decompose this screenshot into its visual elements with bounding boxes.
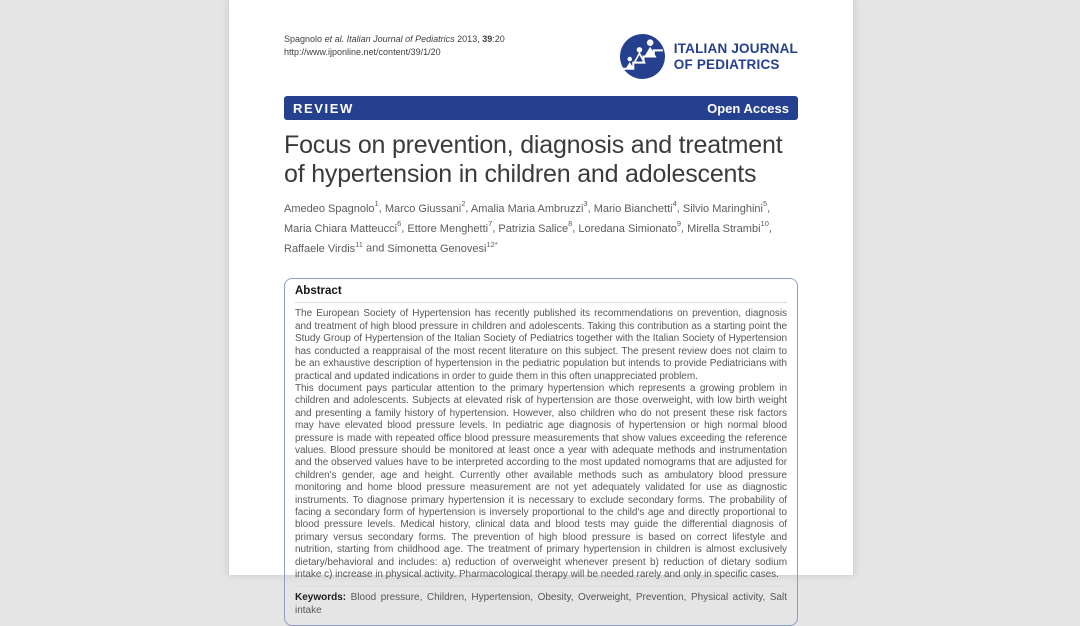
author-list: Amedeo Spagnolo$^1$, Marco Giussani$^2$, Amalia Maria Ambruzzi$^3$, Mario Bianchetti$^4$, Silvio Maringhini$^5$, Maria Chiara Matteucci$^6$, Ettore Menghetti$^7$, Patrizia Salice$^8$, Loredana Simionato$^9$, Mirella Strambi$^{10}$, Raffaele Virdis$^{11}$ and Simonetta Genovesi$^{12*}$ <box>284 199 772 255</box>
keywords-label: Keywords: <box>295 592 347 604</box>
author: Mario Bianchetti$^4$ <box>593 199 677 215</box>
author: Patrizia Salice$^8$ <box>498 219 573 235</box>
abstract-heading: Abstract <box>295 285 787 303</box>
journal-name <box>674 41 798 72</box>
journal-name-line2: OF PEDIATRICS <box>673 56 780 72</box>
citation-line <box>284 33 505 46</box>
author: Raffaele Virdis$^{11}$ <box>284 239 363 255</box>
keywords-text: Blood pressure, Children, Hypertension, Obesity, Overweight, Prevention, Physical activity, Salt intake <box>295 592 787 616</box>
article-page <box>228 0 854 616</box>
citation-etal: et al. <box>324 34 345 44</box>
author: Mirella Strambi$^{10}$ <box>687 219 769 235</box>
author: Amedeo Spagnolo$^1$ <box>284 199 379 215</box>
open-access-label: Open Access <box>707 100 789 116</box>
citation-url: http://www.ijponline.net/content/39/1/20 <box>284 47 441 57</box>
author: Maria Chiara Matteucci$^6$ <box>284 219 402 235</box>
keywords-line <box>295 586 787 617</box>
author: Ettore Menghetti$^7$ <box>407 219 493 235</box>
author: Simonetta Genovesi$^{12*}$ <box>387 239 498 255</box>
journal-name-line1: ITALIAN JOURNAL <box>673 41 798 56</box>
abstract-paragraph: This document pays particular attention to the primary hypertension which represents a growing problem in children and adolescents. Subjects at elevated risk of hypertension are those overweight, with low birth weight and presenting a family history of hypertension. However, also children who do not present these risk factors may have elevated blood pressure levels. In pediatric age diagnosis of hypertension or high normal blood pressure is made with repeated office blood pressure measurements that show values exceeding the reference values. Blood pressure should be monitored at least once a year with adequate methods and instrumentation and the observed values have to be interpreted according to the most updated nomograms that are adjusted for children's gender, age and height. Currently other available methods such as ambulatory blood pressure monitoring and home blood pressure measurement are not yet adequately validated for use as diagnostic instruments. To diagnose primary hypertension it is necessary to exclude secondary forms. The probability of facing a secondary form of hypertension is inversely proportional to the child's age and directly proportional to blood pressure levels. Medical history, clinical data and blood tests may guide the differential diagnosis of primary versus secondary forms. The prevention of high blood pressure is based on correct lifestyle and nutrition, starting from childhood age. The treatment of primary hypertension in children is almost exclusively dietary/behavioral and includes: a) reduction of overweight whenever present b) reduction of dietary sodium intake c) increase in physical activity. Pharmacological therapy will be needed rarely and only in specific cases. <box>295 382 787 580</box>
author: Silvio Maringhini$^5$ <box>682 199 768 215</box>
article-type-banner <box>284 96 798 120</box>
journal-logo <box>620 34 798 79</box>
citation <box>284 33 505 59</box>
article-title: Focus on prevention, diagnosis and treatment of hypertension in children and adolescents <box>284 131 783 188</box>
author: Amalia Maria Ambruzzi$^3$ <box>470 199 588 215</box>
author: Loredana Simionato$^9$ <box>578 219 682 235</box>
citation-author: Spagnolo <box>284 34 323 44</box>
abstract-paragraph: The European Society of Hypertension has recently published its recommendations on prevention, diagnosis and treatment of high blood pressure in children and adolescents. Taking this contribution as a starting point the Study Group of Hypertension of the Italian Society of Pediatrics together with the Italian Society of Hypertension has conducted a reappraisal of the most recent literature on this subject. The present review does not claim to be an exhaustive description of hypertension in the pediatric population but intends to provide Pediatricians with practical and updated indications in order to guide them in this often unappreciated problem. <box>295 308 787 382</box>
page-header <box>284 33 798 79</box>
abstract-box <box>284 278 798 626</box>
citation-year: 2013, <box>457 34 480 44</box>
citation-volume: 39 <box>482 34 493 44</box>
article-type-label: REVIEW <box>293 100 354 116</box>
abstract-body <box>295 308 787 581</box>
citation-page: :20 <box>492 34 505 44</box>
journal-logo-icon <box>620 34 665 79</box>
citation-journal: Italian Journal of Pediatrics <box>346 34 455 44</box>
author: Marco Giussani$^2$ <box>384 199 466 215</box>
